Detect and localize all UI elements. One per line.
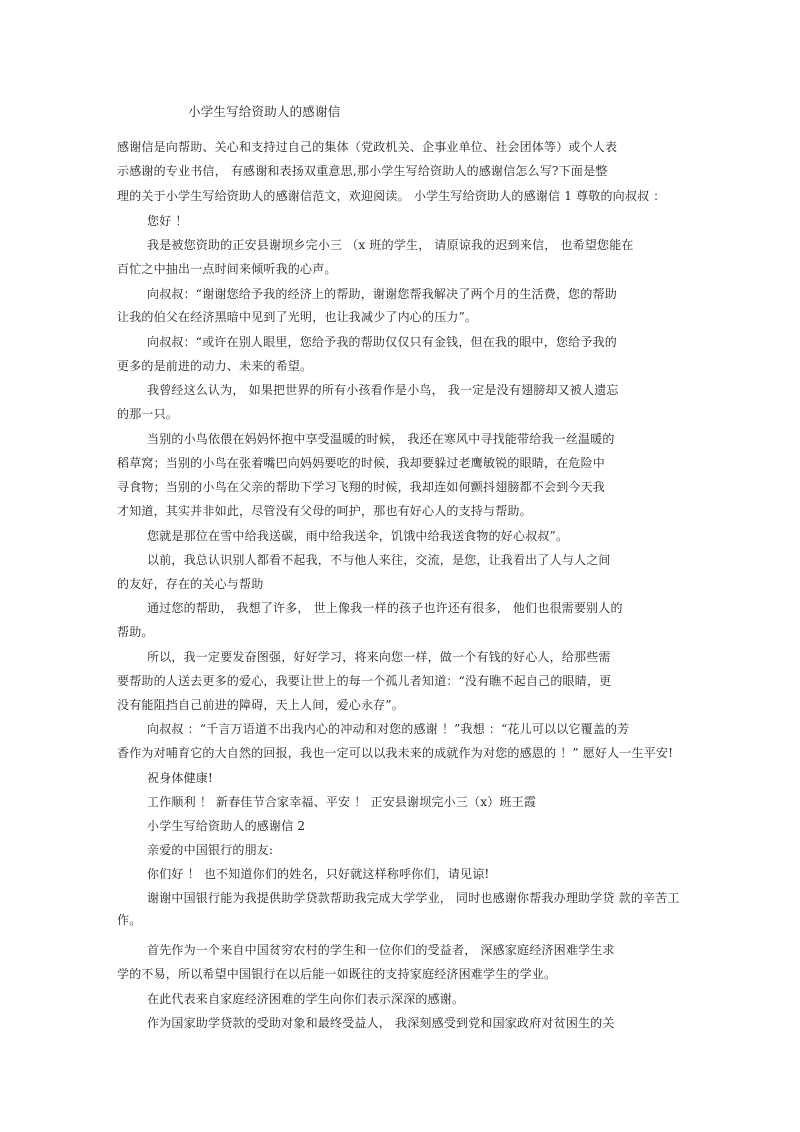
text-line: 向叔叔：“谢谢您给予我的经济上的帮助，谢谢您帮我解决了两个月的生活费，您的帮助 (147, 287, 617, 301)
text-line: 我是被您资助的正安县谢坝乡完小三 （x 班的学生， 请原谅我的迟到来信， 也希望您能在 (147, 238, 634, 252)
text-line: 没有能阻挡自己前进的障碍，天上人间，爱心永存”。 (117, 698, 404, 712)
document-title: 小学生写给资助人的感谢信 (188, 104, 341, 119)
text-line: 通过您的帮助， 我想了许多， 世上像我一样的孩子也许还有很多， 他们也很需要别人的 (147, 601, 623, 615)
text-line: 在此代表来自家庭经济困难的学生向你们表示深深的感谢。 (147, 992, 465, 1006)
text-line: 示感谢的专业书信， 有感谢和表扬双重意思,那小学生写给资助人的感谢信怎么写?下面是整 (117, 164, 608, 178)
text-line: 作。 (117, 913, 142, 927)
text-line: 向叔叔：“或许在别人眼里，您给予我的帮助仅仅只有金钱，但在我的眼中，您给予我的 (147, 335, 617, 349)
text-line: 要帮助的人送去更多的爱心，我要让世上的每一个孤儿者知道：“没有瞧不起自己的眼睛，更 (117, 674, 612, 688)
text-line: 才知道，其实并非如此，尽管没有父母的呵护，那也有好心人的支持与帮助。 (117, 504, 532, 518)
text-line: 学的不易，所以希望中国银行在以后能一如既往的支持家庭经济困难学生的学业。 (117, 967, 557, 981)
text-line: 祝身体健康! (147, 771, 214, 785)
text-line: 让我的伯父在经济黑暗中见到了光明，也让我减少了内心的压力”。 (117, 310, 478, 324)
text-line: 感谢信是向帮助、关心和支持过自己的集体（党政机关、企事业单位、社会团体等）或个人表 (117, 140, 618, 154)
text-line: 稻草窝；当别的小鸟在张着嘴巴向妈妈要吃的时候，我却要躲过老鹰敏锐的眼睛，在危险中 (117, 456, 606, 470)
text-line: 的友好，存在的关心与帮助 (117, 577, 264, 591)
text-line: 理的关于小学生写给资助人的感谢信范文，欢迎阅读。 小学生写给资助人的感谢信 1 尊敬的向叔叔 ： (117, 189, 666, 203)
section-title: 小学生写给资助人的感谢信 2 (147, 819, 306, 833)
text-line: 工作顺利 ！ 新春佳节合家幸福、平安 ！ 正安县谢坝完小三（x）班王霞 (147, 795, 537, 809)
text-line: 寻食物；当别的小鸟在父亲的帮助下学习飞翔的时候，我却连如何颤抖翅膀都不会到今天我 (117, 480, 606, 494)
text-line: 所以，我一定要发奋图强，好好学习，将来向您一样，做一个有钱的好心人，给那些需 (147, 650, 611, 664)
text-line: 的那一只。 (117, 407, 179, 421)
text-line: 您好 ！ (147, 214, 188, 228)
text-line: 香作为对哺育它的大自然的回报，我也一定可以以我未来的成就作为对您的感恩的 ！” 愿好人一生平安! (117, 746, 674, 760)
text-line: 更多的是前进的动力、未来的希望。 (117, 359, 313, 373)
text-line: 您就是那位在雪中给我送碳，雨中给我送伞，饥饿中给我送食物的好心叔叔”。 (147, 529, 569, 543)
text-line: 谢谢中国银行能为我提供助学贷款帮助我完成大学学业， 同时也感谢你帮我办理助学贷 款的辛苦工 (147, 891, 680, 905)
text-line: 以前，我总认识别人都看不起我，不与他人来往，交流，是您，让我看出了人与人之间 (147, 553, 611, 567)
text-line: 帮助。 (117, 625, 154, 639)
text-line: 作为国家助学贷款的受助对象和最终受益人， 我深刻感受到党和国家政府对贫困生的关 (147, 1016, 615, 1030)
text-line: 亲爱的中国银行的朋友: (147, 843, 274, 857)
text-line: 向叔叔 ：“千言万语道不出我内心的冲动和对您的感谢 ！”我想 ：“花儿可以以它覆盖的芳 (147, 722, 630, 736)
text-line: 我曾经这么认为， 如果把世界的所有小孩看作是小鸟， 我一定是没有翅膀却又被人遗忘 (147, 383, 619, 397)
text-line: 首先作为一个来自中国贫穷农村的学生和一位你们的受益者， 深感家庭经济困难学生求 (147, 943, 615, 957)
text-line: 你们好 ！ 也不知道你们的姓名，只好就这样称呼你们，请见谅! (147, 867, 490, 881)
text-line: 当别的小鸟依偎在妈妈怀抱中享受温暖的时候， 我还在寒风中寻找能带给我一丝温暖的 (147, 432, 615, 446)
text-line: 百忙之中抽出一点时间来倾听我的心声。 (117, 262, 337, 276)
